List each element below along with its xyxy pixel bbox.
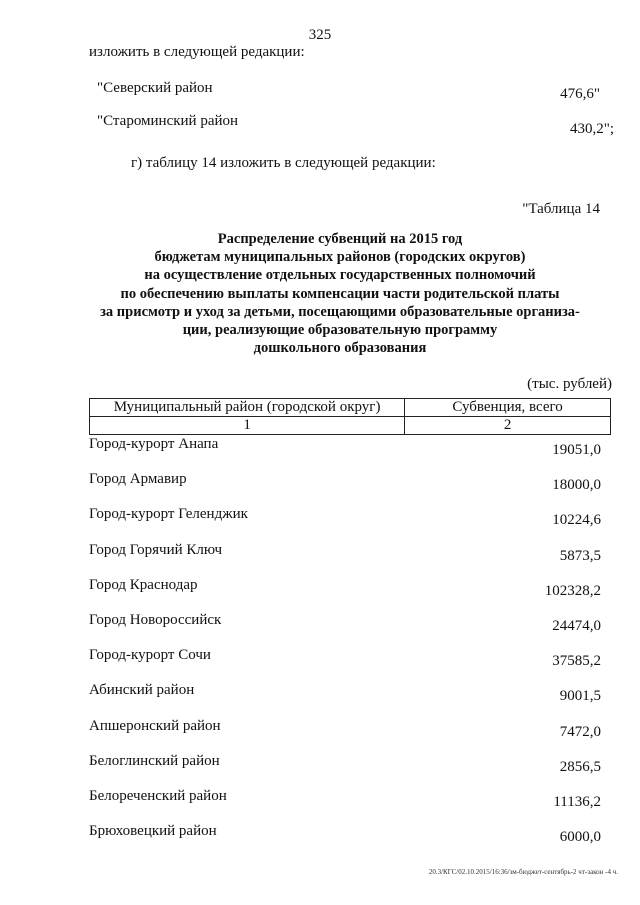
row-value: 10224,6 (552, 512, 601, 529)
row-name: Апшеронский район (89, 717, 221, 734)
row-name: Город-курорт Анапа (89, 436, 219, 452)
table-row (89, 540, 601, 575)
title-line-1: Распределение субвенций на 2015 год (217, 231, 463, 247)
table-row (89, 610, 601, 645)
row-name: Город Горячий Ключ (89, 541, 223, 558)
row-name: Город Новороссийск (89, 611, 222, 628)
instruction-line: г) таблицу 14 изложить в следующей редакции: (131, 155, 436, 171)
top-entry-value-2: 430,2"; (569, 121, 614, 137)
table-row (89, 575, 601, 610)
table-label: "Таблица 14 (522, 201, 600, 217)
header-col-subvention: Субвенция, всего (405, 399, 611, 417)
row-name: Город-курорт Сочи (89, 647, 211, 664)
row-value: 37585,2 (552, 653, 601, 670)
table-row (89, 716, 601, 751)
table-row (89, 434, 601, 469)
row-name: Город Армавир (89, 471, 187, 488)
row-name: Город-курорт Геленджик (89, 506, 248, 523)
title-line-3: на осуществление отдельных государственных полномочий (144, 267, 536, 284)
footer-stamp: 20.3/КГС/02.10.2015/16:36/зм-бюджет-сентябрь-2 чт-закон -4 ч. (428, 868, 618, 876)
row-value: 5873,5 (559, 547, 601, 564)
header-col-district: Муниципальный район (городской округ) (90, 399, 405, 417)
title-line-2: бюджетам муниципальных районов (городских округов) (154, 249, 526, 266)
title-line-7: дошкольного образования (253, 340, 427, 357)
title-line-4: по обеспечению выплаты компенсации части родительской платы (120, 285, 560, 302)
table-row (89, 786, 601, 821)
table-row (89, 821, 601, 856)
title-line-6: ции, реализующие образовательную программу (182, 322, 498, 339)
top-entry-name-2: "Староминский район (97, 113, 239, 129)
row-value: 102328,2 (544, 582, 601, 599)
row-name: Брюховецкий район (89, 823, 217, 840)
row-value: 9001,5 (559, 688, 601, 705)
top-entry-value-1: 476,6" (560, 86, 600, 102)
row-value: 24474,0 (552, 617, 601, 634)
header-num-2: 2 (405, 417, 611, 435)
table-row (89, 504, 601, 539)
title-line-5: за присмотр и уход за детьми, посещающими образовательные организа- (100, 303, 580, 320)
row-name: Абинский район (89, 682, 195, 699)
units-label: (тыс. рублей) (527, 376, 612, 392)
header-num-1: 1 (90, 417, 405, 435)
table-header (89, 398, 611, 435)
table-row (89, 469, 601, 504)
row-value: 19051,0 (552, 442, 601, 458)
row-name: Белореченский район (89, 787, 227, 804)
intro-line: изложить в следующей редакции: (89, 44, 305, 60)
table-row (89, 751, 601, 786)
row-value: 6000,0 (559, 829, 601, 846)
top-entry-name-1: "Северский район (97, 80, 213, 96)
row-value: 18000,0 (552, 477, 601, 494)
row-value: 11136,2 (553, 793, 601, 810)
table-body (89, 434, 601, 856)
table-title (60, 230, 620, 357)
row-value: 2856,5 (559, 758, 601, 775)
table-row (89, 645, 601, 680)
row-value: 7472,0 (559, 723, 601, 740)
table-row (89, 680, 601, 715)
row-name: Город Краснодар (89, 576, 198, 593)
page-number: 325 (308, 27, 332, 43)
row-name: Белоглинский район (89, 752, 220, 769)
